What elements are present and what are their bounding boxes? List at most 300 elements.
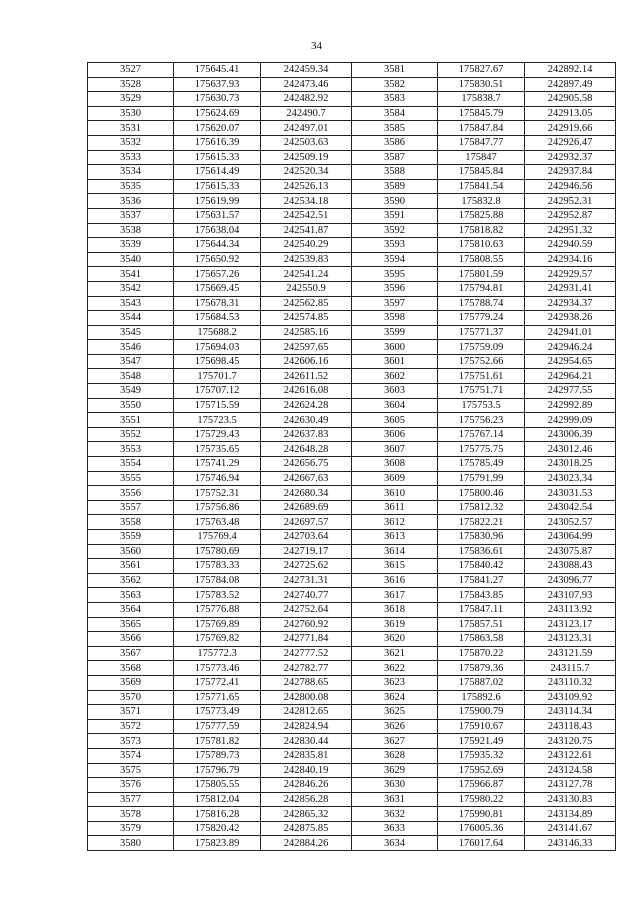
point-number-right: 3592 xyxy=(352,223,438,238)
point-number-right: 3621 xyxy=(352,646,438,661)
y-coordinate-right: 243122.61 xyxy=(525,748,616,763)
point-number-left: 3570 xyxy=(88,690,174,705)
point-number-right: 3588 xyxy=(352,165,438,180)
x-coordinate-right: 175879.36 xyxy=(438,661,525,676)
x-coordinate-right: 175900.79 xyxy=(438,705,525,720)
y-coordinate-right: 243113.92 xyxy=(525,602,616,617)
table-row xyxy=(88,734,616,749)
y-coordinate-right: 243127.78 xyxy=(525,778,616,793)
y-coordinate-right: 242897.49 xyxy=(525,77,616,92)
x-coordinate-left: 175624.69 xyxy=(174,106,261,121)
x-coordinate-right: 175863.58 xyxy=(438,632,525,647)
table-row xyxy=(88,179,616,194)
point-number-left: 3550 xyxy=(88,398,174,413)
point-number-left: 3576 xyxy=(88,778,174,793)
x-coordinate-left: 175756.86 xyxy=(174,500,261,515)
x-coordinate-right: 175771.37 xyxy=(438,325,525,340)
point-number-left: 3557 xyxy=(88,500,174,515)
x-coordinate-left: 175769.89 xyxy=(174,617,261,632)
y-coordinate-left: 242562.85 xyxy=(261,296,352,311)
y-coordinate-right: 243107.93 xyxy=(525,588,616,603)
x-coordinate-right: 175832.8 xyxy=(438,194,525,209)
x-coordinate-left: 175701.7 xyxy=(174,369,261,384)
x-coordinate-left: 175650.92 xyxy=(174,252,261,267)
x-coordinate-left: 175772.3 xyxy=(174,646,261,661)
y-coordinate-left: 242689.69 xyxy=(261,500,352,515)
point-number-left: 3546 xyxy=(88,340,174,355)
y-coordinate-left: 242740.77 xyxy=(261,588,352,603)
x-coordinate-right: 175887.02 xyxy=(438,675,525,690)
table-row xyxy=(88,369,616,384)
point-number-left: 3561 xyxy=(88,559,174,574)
point-number-right: 3614 xyxy=(352,544,438,559)
point-number-right: 3589 xyxy=(352,179,438,194)
table-row xyxy=(88,311,616,326)
x-coordinate-right: 175825.88 xyxy=(438,208,525,223)
y-coordinate-right: 242946.24 xyxy=(525,340,616,355)
y-coordinate-right: 242992.89 xyxy=(525,398,616,413)
table-row xyxy=(88,675,616,690)
point-number-right: 3595 xyxy=(352,267,438,282)
x-coordinate-right: 175791.99 xyxy=(438,471,525,486)
point-number-right: 3598 xyxy=(352,311,438,326)
table-row xyxy=(88,413,616,428)
x-coordinate-left: 175769.4 xyxy=(174,530,261,545)
point-number-right: 3601 xyxy=(352,354,438,369)
x-coordinate-left: 175637.93 xyxy=(174,77,261,92)
point-number-right: 3597 xyxy=(352,296,438,311)
x-coordinate-left: 175616.39 xyxy=(174,135,261,150)
x-coordinate-left: 175630.73 xyxy=(174,92,261,107)
x-coordinate-right: 175818.82 xyxy=(438,223,525,238)
x-coordinate-right: 175756.23 xyxy=(438,413,525,428)
point-number-left: 3540 xyxy=(88,252,174,267)
table-row xyxy=(88,92,616,107)
point-number-left: 3529 xyxy=(88,92,174,107)
x-coordinate-left: 175615.33 xyxy=(174,179,261,194)
y-coordinate-left: 242812.65 xyxy=(261,705,352,720)
y-coordinate-right: 243146.33 xyxy=(525,836,616,851)
table-row xyxy=(88,457,616,472)
y-coordinate-right: 243012.46 xyxy=(525,442,616,457)
y-coordinate-right: 243118.43 xyxy=(525,719,616,734)
y-coordinate-right: 242919.66 xyxy=(525,121,616,136)
y-coordinate-right: 243114.34 xyxy=(525,705,616,720)
point-number-left: 3553 xyxy=(88,442,174,457)
y-coordinate-left: 242824.94 xyxy=(261,719,352,734)
x-coordinate-right: 175785.49 xyxy=(438,457,525,472)
x-coordinate-right: 175794.81 xyxy=(438,281,525,296)
point-number-right: 3608 xyxy=(352,457,438,472)
point-number-right: 3594 xyxy=(352,252,438,267)
x-coordinate-right: 175752.66 xyxy=(438,354,525,369)
point-number-left: 3568 xyxy=(88,661,174,676)
point-number-right: 3624 xyxy=(352,690,438,705)
point-number-left: 3549 xyxy=(88,384,174,399)
y-coordinate-left: 242459.34 xyxy=(261,63,352,78)
y-coordinate-right: 242937.84 xyxy=(525,165,616,180)
point-number-right: 3602 xyxy=(352,369,438,384)
y-coordinate-right: 242929.57 xyxy=(525,267,616,282)
table-row xyxy=(88,705,616,720)
x-coordinate-left: 175772.41 xyxy=(174,675,261,690)
x-coordinate-left: 175771.65 xyxy=(174,690,261,705)
x-coordinate-right: 175830.96 xyxy=(438,530,525,545)
point-number-left: 3554 xyxy=(88,457,174,472)
y-coordinate-left: 242777.52 xyxy=(261,646,352,661)
x-coordinate-right: 175910.67 xyxy=(438,719,525,734)
table-row xyxy=(88,792,616,807)
point-number-right: 3585 xyxy=(352,121,438,136)
point-number-left: 3543 xyxy=(88,296,174,311)
y-coordinate-left: 242830.44 xyxy=(261,734,352,749)
y-coordinate-right: 243023.34 xyxy=(525,471,616,486)
point-number-right: 3609 xyxy=(352,471,438,486)
x-coordinate-left: 175678.31 xyxy=(174,296,261,311)
point-number-right: 3600 xyxy=(352,340,438,355)
point-number-right: 3625 xyxy=(352,705,438,720)
point-number-left: 3534 xyxy=(88,165,174,180)
table-row xyxy=(88,559,616,574)
x-coordinate-left: 175763.48 xyxy=(174,515,261,530)
x-coordinate-right: 175990.81 xyxy=(438,807,525,822)
x-coordinate-left: 175684.53 xyxy=(174,311,261,326)
table-row xyxy=(88,632,616,647)
x-coordinate-right: 175845.84 xyxy=(438,165,525,180)
y-coordinate-right: 243031.53 xyxy=(525,486,616,501)
table-row xyxy=(88,661,616,676)
x-coordinate-right: 175800.46 xyxy=(438,486,525,501)
point-number-left: 3538 xyxy=(88,223,174,238)
table-row xyxy=(88,471,616,486)
point-number-left: 3530 xyxy=(88,106,174,121)
x-coordinate-right: 175751.71 xyxy=(438,384,525,399)
x-coordinate-left: 175780.69 xyxy=(174,544,261,559)
y-coordinate-left: 242637.83 xyxy=(261,427,352,442)
y-coordinate-left: 242630.49 xyxy=(261,413,352,428)
point-number-left: 3552 xyxy=(88,427,174,442)
point-number-right: 3611 xyxy=(352,500,438,515)
point-number-left: 3573 xyxy=(88,734,174,749)
table-row xyxy=(88,530,616,545)
point-number-left: 3572 xyxy=(88,719,174,734)
y-coordinate-left: 242503.63 xyxy=(261,135,352,150)
point-number-left: 3563 xyxy=(88,588,174,603)
x-coordinate-right: 175966.87 xyxy=(438,778,525,793)
y-coordinate-left: 242541.24 xyxy=(261,267,352,282)
y-coordinate-left: 242550.9 xyxy=(261,281,352,296)
point-number-right: 3623 xyxy=(352,675,438,690)
x-coordinate-right: 175810.63 xyxy=(438,238,525,253)
x-coordinate-right: 175759.09 xyxy=(438,340,525,355)
point-number-left: 3535 xyxy=(88,179,174,194)
x-coordinate-left: 175812.04 xyxy=(174,792,261,807)
table-row xyxy=(88,836,616,851)
point-number-right: 3587 xyxy=(352,150,438,165)
table-row xyxy=(88,384,616,399)
point-number-left: 3539 xyxy=(88,238,174,253)
x-coordinate-left: 175820.42 xyxy=(174,821,261,836)
table-row xyxy=(88,486,616,501)
point-number-right: 3627 xyxy=(352,734,438,749)
point-number-right: 3586 xyxy=(352,135,438,150)
y-coordinate-left: 242884.26 xyxy=(261,836,352,851)
x-coordinate-right: 176005.36 xyxy=(438,821,525,836)
y-coordinate-right: 242964.21 xyxy=(525,369,616,384)
x-coordinate-left: 175715.59 xyxy=(174,398,261,413)
table-row xyxy=(88,208,616,223)
x-coordinate-left: 175698.45 xyxy=(174,354,261,369)
point-number-right: 3628 xyxy=(352,748,438,763)
y-coordinate-right: 242951.32 xyxy=(525,223,616,238)
y-coordinate-right: 243088.43 xyxy=(525,559,616,574)
y-coordinate-left: 242697.57 xyxy=(261,515,352,530)
table-row xyxy=(88,121,616,136)
table-row xyxy=(88,807,616,822)
point-number-right: 3613 xyxy=(352,530,438,545)
x-coordinate-right: 175935.32 xyxy=(438,748,525,763)
x-coordinate-right: 175838.7 xyxy=(438,92,525,107)
point-number-right: 3632 xyxy=(352,807,438,822)
x-coordinate-right: 175830.51 xyxy=(438,77,525,92)
y-coordinate-left: 242875.85 xyxy=(261,821,352,836)
x-coordinate-left: 175729.43 xyxy=(174,427,261,442)
x-coordinate-right: 175892.6 xyxy=(438,690,525,705)
point-number-left: 3547 xyxy=(88,354,174,369)
table-row xyxy=(88,427,616,442)
y-coordinate-left: 242490.7 xyxy=(261,106,352,121)
x-coordinate-right: 175847.84 xyxy=(438,121,525,136)
x-coordinate-right: 175827.67 xyxy=(438,63,525,78)
point-number-left: 3569 xyxy=(88,675,174,690)
y-coordinate-right: 243121.59 xyxy=(525,646,616,661)
x-coordinate-left: 175644.34 xyxy=(174,238,261,253)
point-number-left: 3575 xyxy=(88,763,174,778)
y-coordinate-left: 242752.64 xyxy=(261,602,352,617)
y-coordinate-left: 242703.64 xyxy=(261,530,352,545)
y-coordinate-right: 242926.47 xyxy=(525,135,616,150)
point-number-left: 3558 xyxy=(88,515,174,530)
point-number-left: 3548 xyxy=(88,369,174,384)
table-row xyxy=(88,150,616,165)
point-number-left: 3559 xyxy=(88,530,174,545)
y-coordinate-left: 242856.28 xyxy=(261,792,352,807)
x-coordinate-left: 175741.29 xyxy=(174,457,261,472)
x-coordinate-left: 175723.5 xyxy=(174,413,261,428)
x-coordinate-left: 175669.45 xyxy=(174,281,261,296)
table-row xyxy=(88,500,616,515)
y-coordinate-right: 242934.16 xyxy=(525,252,616,267)
x-coordinate-left: 175614.49 xyxy=(174,165,261,180)
table-row xyxy=(88,106,616,121)
x-coordinate-right: 175843.85 xyxy=(438,588,525,603)
x-coordinate-left: 175783.33 xyxy=(174,559,261,574)
y-coordinate-left: 242497.01 xyxy=(261,121,352,136)
x-coordinate-left: 175620.07 xyxy=(174,121,261,136)
point-number-right: 3590 xyxy=(352,194,438,209)
point-number-left: 3566 xyxy=(88,632,174,647)
point-number-left: 3532 xyxy=(88,135,174,150)
x-coordinate-right: 175980.22 xyxy=(438,792,525,807)
page-number: 34 xyxy=(311,40,322,52)
x-coordinate-right: 175801.59 xyxy=(438,267,525,282)
point-number-right: 3622 xyxy=(352,661,438,676)
y-coordinate-left: 242616.08 xyxy=(261,384,352,399)
y-coordinate-left: 242656.75 xyxy=(261,457,352,472)
y-coordinate-right: 243120.75 xyxy=(525,734,616,749)
point-number-left: 3555 xyxy=(88,471,174,486)
y-coordinate-left: 242611.52 xyxy=(261,369,352,384)
x-coordinate-left: 175694.03 xyxy=(174,340,261,355)
point-number-left: 3556 xyxy=(88,486,174,501)
point-number-left: 3531 xyxy=(88,121,174,136)
coordinates-table xyxy=(87,62,616,851)
y-coordinate-right: 243110.32 xyxy=(525,675,616,690)
table-row xyxy=(88,223,616,238)
point-number-left: 3542 xyxy=(88,281,174,296)
y-coordinate-right: 242941.01 xyxy=(525,325,616,340)
y-coordinate-right: 242952.31 xyxy=(525,194,616,209)
y-coordinate-right: 243115.7 xyxy=(525,661,616,676)
table-row xyxy=(88,442,616,457)
point-number-left: 3577 xyxy=(88,792,174,807)
x-coordinate-right: 175836.61 xyxy=(438,544,525,559)
y-coordinate-right: 243141.67 xyxy=(525,821,616,836)
x-coordinate-left: 175784.08 xyxy=(174,573,261,588)
coordinates-table-body xyxy=(88,63,616,851)
x-coordinate-left: 175796.79 xyxy=(174,763,261,778)
point-number-right: 3581 xyxy=(352,63,438,78)
table-row xyxy=(88,252,616,267)
y-coordinate-left: 242835.81 xyxy=(261,748,352,763)
point-number-left: 3551 xyxy=(88,413,174,428)
table-row xyxy=(88,267,616,282)
x-coordinate-left: 175735.65 xyxy=(174,442,261,457)
point-number-left: 3541 xyxy=(88,267,174,282)
y-coordinate-left: 242760.92 xyxy=(261,617,352,632)
point-number-right: 3618 xyxy=(352,602,438,617)
table-row xyxy=(88,398,616,413)
y-coordinate-right: 242932.37 xyxy=(525,150,616,165)
table-row xyxy=(88,296,616,311)
point-number-right: 3616 xyxy=(352,573,438,588)
x-coordinate-left: 175688.2 xyxy=(174,325,261,340)
table-row xyxy=(88,690,616,705)
y-coordinate-right: 242934.37 xyxy=(525,296,616,311)
point-number-right: 3612 xyxy=(352,515,438,530)
x-coordinate-left: 175777.59 xyxy=(174,719,261,734)
y-coordinate-right: 242999.09 xyxy=(525,413,616,428)
y-coordinate-right: 243130.83 xyxy=(525,792,616,807)
y-coordinate-left: 242539.83 xyxy=(261,252,352,267)
point-number-right: 3610 xyxy=(352,486,438,501)
table-row xyxy=(88,281,616,296)
table-row xyxy=(88,617,616,632)
y-coordinate-right: 243018.25 xyxy=(525,457,616,472)
y-coordinate-left: 242725.62 xyxy=(261,559,352,574)
x-coordinate-right: 175767.14 xyxy=(438,427,525,442)
y-coordinate-right: 243064.99 xyxy=(525,530,616,545)
point-number-right: 3591 xyxy=(352,208,438,223)
table-row xyxy=(88,719,616,734)
y-coordinate-left: 242800.08 xyxy=(261,690,352,705)
y-coordinate-left: 242574.85 xyxy=(261,311,352,326)
point-number-left: 3545 xyxy=(88,325,174,340)
y-coordinate-right: 243123.17 xyxy=(525,617,616,632)
table-row xyxy=(88,778,616,793)
point-number-right: 3619 xyxy=(352,617,438,632)
point-number-right: 3599 xyxy=(352,325,438,340)
point-number-left: 3574 xyxy=(88,748,174,763)
point-number-right: 3607 xyxy=(352,442,438,457)
x-coordinate-right: 175840.42 xyxy=(438,559,525,574)
y-coordinate-left: 242509.19 xyxy=(261,150,352,165)
x-coordinate-right: 175788.74 xyxy=(438,296,525,311)
x-coordinate-right: 175952.69 xyxy=(438,763,525,778)
y-coordinate-right: 243052.57 xyxy=(525,515,616,530)
point-number-left: 3528 xyxy=(88,77,174,92)
x-coordinate-left: 175631.57 xyxy=(174,208,261,223)
y-coordinate-right: 242913.05 xyxy=(525,106,616,121)
y-coordinate-left: 242865.32 xyxy=(261,807,352,822)
y-coordinate-right: 243109.92 xyxy=(525,690,616,705)
point-number-right: 3633 xyxy=(352,821,438,836)
y-coordinate-right: 243134.89 xyxy=(525,807,616,822)
point-number-left: 3564 xyxy=(88,602,174,617)
point-number-right: 3596 xyxy=(352,281,438,296)
y-coordinate-right: 242952.87 xyxy=(525,208,616,223)
table-row xyxy=(88,165,616,180)
x-coordinate-right: 175812.32 xyxy=(438,500,525,515)
y-coordinate-right: 243124.58 xyxy=(525,763,616,778)
table-row xyxy=(88,748,616,763)
y-coordinate-left: 242846.26 xyxy=(261,778,352,793)
point-number-right: 3631 xyxy=(352,792,438,807)
point-number-left: 3580 xyxy=(88,836,174,851)
y-coordinate-left: 242542.51 xyxy=(261,208,352,223)
point-number-left: 3571 xyxy=(88,705,174,720)
y-coordinate-right: 243123.31 xyxy=(525,632,616,647)
point-number-right: 3617 xyxy=(352,588,438,603)
y-coordinate-left: 242648.28 xyxy=(261,442,352,457)
x-coordinate-left: 175615.33 xyxy=(174,150,261,165)
y-coordinate-right: 242946.56 xyxy=(525,179,616,194)
y-coordinate-right: 242938.26 xyxy=(525,311,616,326)
point-number-left: 3536 xyxy=(88,194,174,209)
x-coordinate-right: 175808.55 xyxy=(438,252,525,267)
point-number-right: 3634 xyxy=(352,836,438,851)
y-coordinate-right: 243042.54 xyxy=(525,500,616,515)
y-coordinate-left: 242624.28 xyxy=(261,398,352,413)
x-coordinate-right: 175870.22 xyxy=(438,646,525,661)
point-number-right: 3626 xyxy=(352,719,438,734)
point-number-left: 3579 xyxy=(88,821,174,836)
x-coordinate-left: 175776.88 xyxy=(174,602,261,617)
x-coordinate-right: 175847 xyxy=(438,150,525,165)
point-number-left: 3560 xyxy=(88,544,174,559)
x-coordinate-left: 175773.46 xyxy=(174,661,261,676)
table-row xyxy=(88,354,616,369)
x-coordinate-right: 175779.24 xyxy=(438,311,525,326)
table-row xyxy=(88,238,616,253)
y-coordinate-right: 242977.55 xyxy=(525,384,616,399)
point-number-right: 3593 xyxy=(352,238,438,253)
x-coordinate-right: 175921.49 xyxy=(438,734,525,749)
x-coordinate-left: 175781.82 xyxy=(174,734,261,749)
x-coordinate-right: 175841.27 xyxy=(438,573,525,588)
x-coordinate-left: 175746.94 xyxy=(174,471,261,486)
point-number-right: 3620 xyxy=(352,632,438,647)
